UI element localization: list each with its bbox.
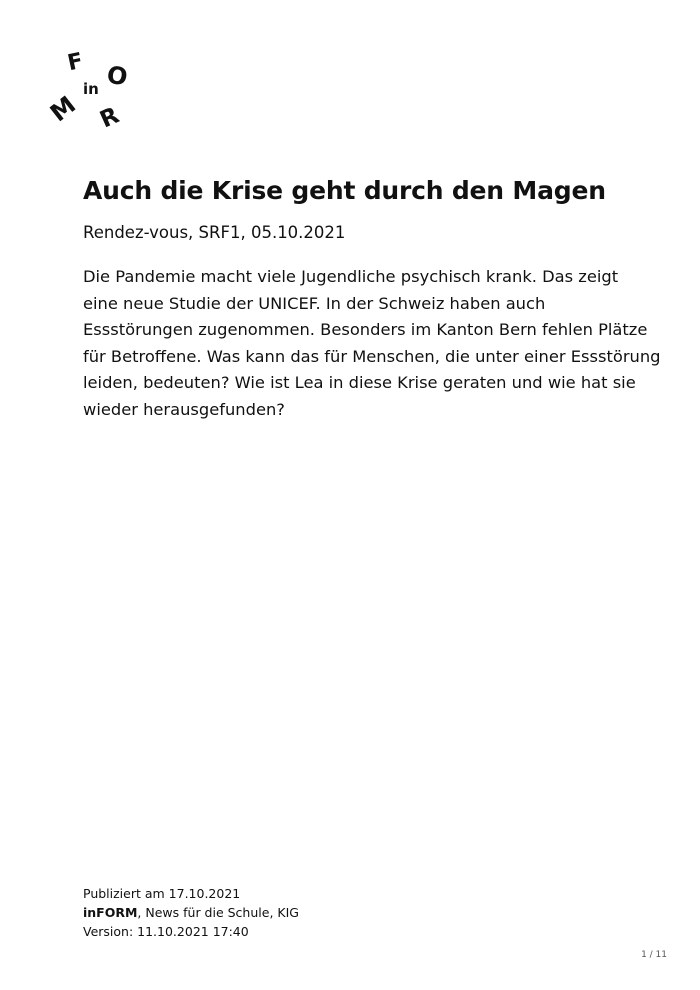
- body-line: leiden, bedeuten? Wie ist Lea in diese Krise geraten und wie hat sie: [83, 373, 636, 393]
- article-title: Auch die Krise geht durch den Magen: [83, 176, 606, 205]
- body-line: Die Pandemie macht viele Jugendliche psychisch krank. Das zeigt: [83, 267, 619, 286]
- logo-letter-o: O: [104, 60, 130, 92]
- body-line: für Betroffene. Was kann das für Menschen, die unter einer Essstörung: [83, 346, 661, 366]
- article-source: Rendez-vous, SRF1, 05.10.2021: [83, 223, 346, 242]
- brand-name: inFORM: [83, 905, 138, 920]
- publisher-line: [83, 903, 299, 922]
- body-line: Essstörungen zugenommen. Besonders im Kanton Bern fehlen Plätze: [83, 320, 648, 340]
- body-line: wieder herausgefunden?: [83, 399, 285, 419]
- logo-letter-f: F: [65, 48, 86, 77]
- body-line: eine neue Studie der UNICEF. In der Schweiz haben auch: [83, 293, 546, 313]
- article-body: [83, 264, 661, 424]
- version-info: Version: 11.10.2021 17:40: [83, 924, 249, 939]
- brand-suffix: , News für die Schule, KIG: [137, 905, 299, 920]
- inform-logo: [44, 48, 140, 137]
- logo-letters-in: in: [83, 80, 99, 98]
- logo-letter-r: R: [96, 102, 124, 134]
- logo-letter-m: M: [44, 90, 81, 128]
- published-date: Publiziert am 17.10.2021: [83, 886, 241, 901]
- page-indicator: 1 / 11: [641, 950, 667, 960]
- footer: [83, 884, 299, 941]
